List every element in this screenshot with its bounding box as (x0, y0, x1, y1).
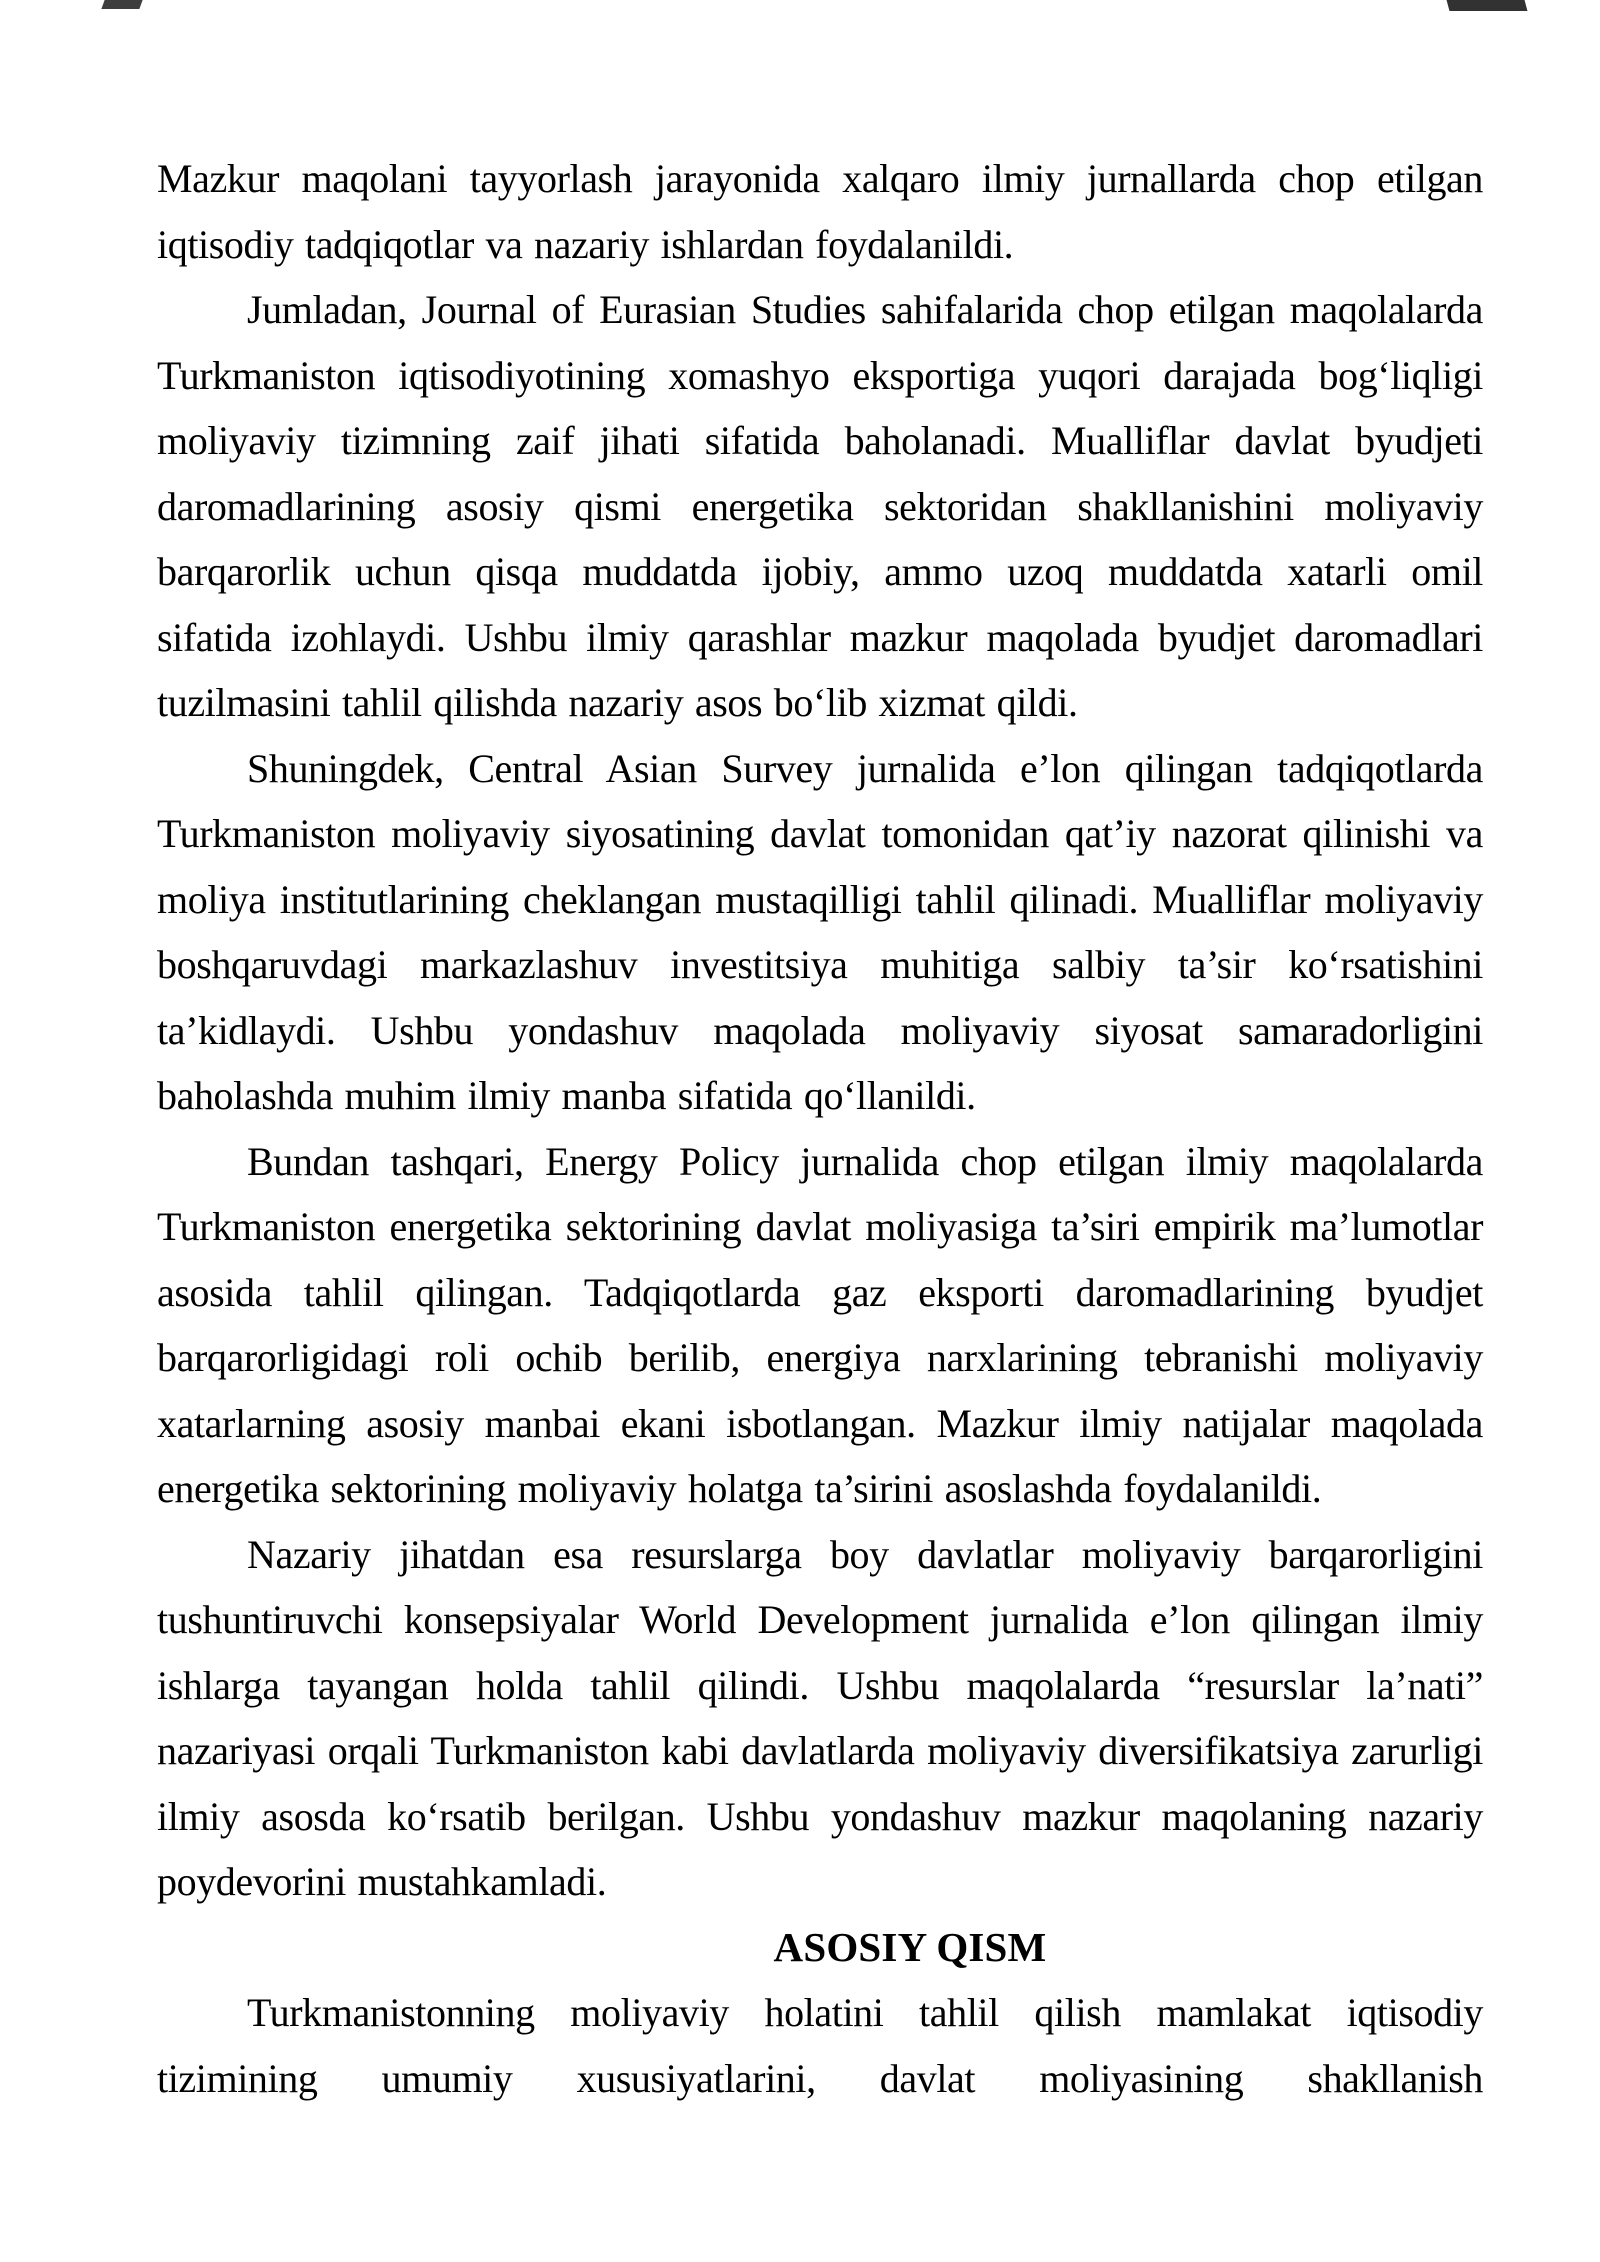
paragraph-world-development: Nazariy jihatdan esa resurslarga boy davlatlar moliyaviy barqarorligini tushuntiruvchi konsepsiyalar World Development jurnalida e’lon qilingan ilmiy ishlarga tayangan holda tahlil qilindi. Ushbu maqolalarda “resurslar la’nati” nazariyasi orqali Turkmaniston kabi davlatlarda moliyaviy diversifikatsiya zarurligi ilmiy asosda koʻrsatib berilgan. Ushbu yondashuv mazkur maqolaning nazariy poydevorini mustahkamladi. (157, 1531, 1483, 1904)
paragraph-intro: Mazkur maqolani tayyorlash jarayonida xalqaro ilmiy jurnallarda chop etilgan iqtisodiy tadqiqotlar va nazariy ishlardan foydalanildi. (157, 156, 1483, 267)
paragraph-energy-policy: Bundan tashqari, Energy Policy jurnalida chop etilgan ilmiy maqolalarda Turkmaniston energetika sektorining davlat moliyasiga ta’siri empirik ma’lumotlar asosida tahlil qilingan. Tadqiqotlarda gaz eksporti daromadlarining byudjet barqarorligidagi roli ochib berilib, energiya narxlarining tebranishi moliyaviy xatarlarning asosiy manbai ekani isbotlangan. Mazkur ilmiy natijalar maqolada energetika sektorining moliyaviy holatga ta’sirini asoslashda foydalanildi. (157, 1138, 1483, 1511)
scan-artifact (1447, 0, 1528, 11)
paragraph-central-asian-survey: Shuningdek, Central Asian Survey jurnalida e’lon qilingan tadqiqotlarda Turkmaniston moliyaviy siyosatining davlat tomonidan qat’iy nazorat qilinishi va moliya institutlarining cheklangan mustaqilligi tahlil qilinadi. Mualliflar moliyaviy boshqaruvdagi markazlashuv investitsiya muhitiga salbiy ta’sir koʻrsatishini ta’kidlaydi. Ushbu yondashuv maqolada moliyaviy siyosat samaradorligini baholashda muhim ilmiy manba sifatida qoʻllanildi. (157, 745, 1483, 1118)
text-block (157, 146, 1483, 2111)
paragraph-main-part-intro: Turkmanistonning moliyaviy holatini tahlil qilish mamlakat iqtisodiy tizimining umumiy xususiyatlarini, davlat moliyasining shakllanish (157, 1990, 1483, 2101)
paragraph-journal-eurasian-studies: Jumladan, Journal of Eurasian Studies sahifalarida chop etilgan maqolalarda Turkmaniston iqtisodiyotining xomashyo eksportiga yuqori darajada bogʻliqligi moliyaviy tizimning zaif jihati sifatida baholanadi. Mualliflar davlat byudjeti daromadlarining asosiy qismi energetika sektoridan shakllanishini moliyaviy barqarorlik uchun qisqa muddatda ijobiy, ammo uzoq muddatda xatarli omil sifatida izohlaydi. Ushbu ilmiy qarashlar mazkur maqolada byudjet daromadlari tuzilmasini tahlil qilishda nazariy asos boʻlib xizmat qildi. (157, 287, 1483, 725)
scan-artifact (101, 0, 142, 9)
section-heading: ASOSIY QISM (773, 1923, 1047, 1970)
